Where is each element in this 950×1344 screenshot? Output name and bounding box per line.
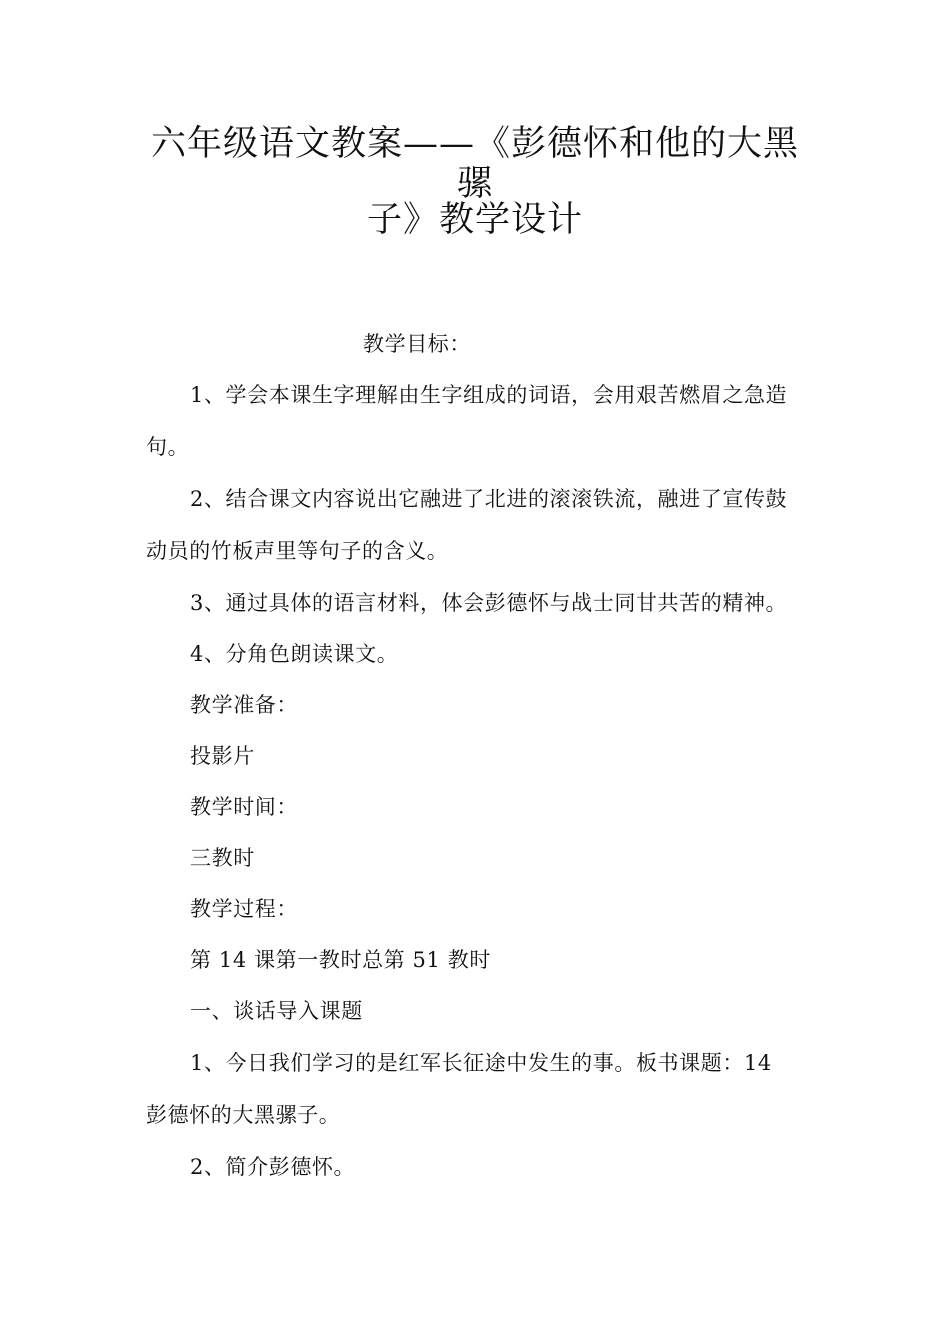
document-title-line-1: 六年级语文教案——《彭德怀和他的大黑骡 [150, 124, 799, 204]
objective-1-line-1: 1、学会本课生字理解由生字组成的词语，会用艰苦燃眉之急造 [190, 383, 788, 407]
objective-1-line-2: 句。 [146, 435, 190, 459]
time-heading: 教学时间： [190, 795, 298, 819]
step-2: 2、简介彭德怀。 [190, 1155, 356, 1179]
lesson-info: 第 14 课第一教时总第 51 教时 [190, 948, 491, 972]
document-title-line-2: 子》教学设计 [366, 200, 583, 240]
prep-heading: 教学准备： [190, 693, 298, 717]
step-1-line-2: 彭德怀的大黑骡子。 [146, 1103, 341, 1127]
section-1-heading: 一、谈话导入课题 [190, 999, 363, 1023]
step-1-line-1: 1、今日我们学习的是红军长征途中发生的事。板书课题：14 [190, 1051, 772, 1075]
objective-2-line-1: 2、结合课文内容说出它融进了北进的滚滚铁流，融进了宣传鼓 [190, 487, 788, 511]
prep-value: 投影片 [190, 744, 255, 768]
time-value: 三教时 [190, 846, 255, 870]
objective-4: 4、分角色朗读课文。 [190, 642, 399, 666]
objective-3: 3、通过具体的语言材料，体会彭德怀与战士同甘共苦的精神。 [190, 591, 788, 615]
objectives-heading: 教学目标： [363, 332, 471, 356]
objective-2-line-2: 动员的竹板声里等句子的含义。 [146, 539, 449, 563]
process-heading: 教学过程： [190, 897, 298, 921]
